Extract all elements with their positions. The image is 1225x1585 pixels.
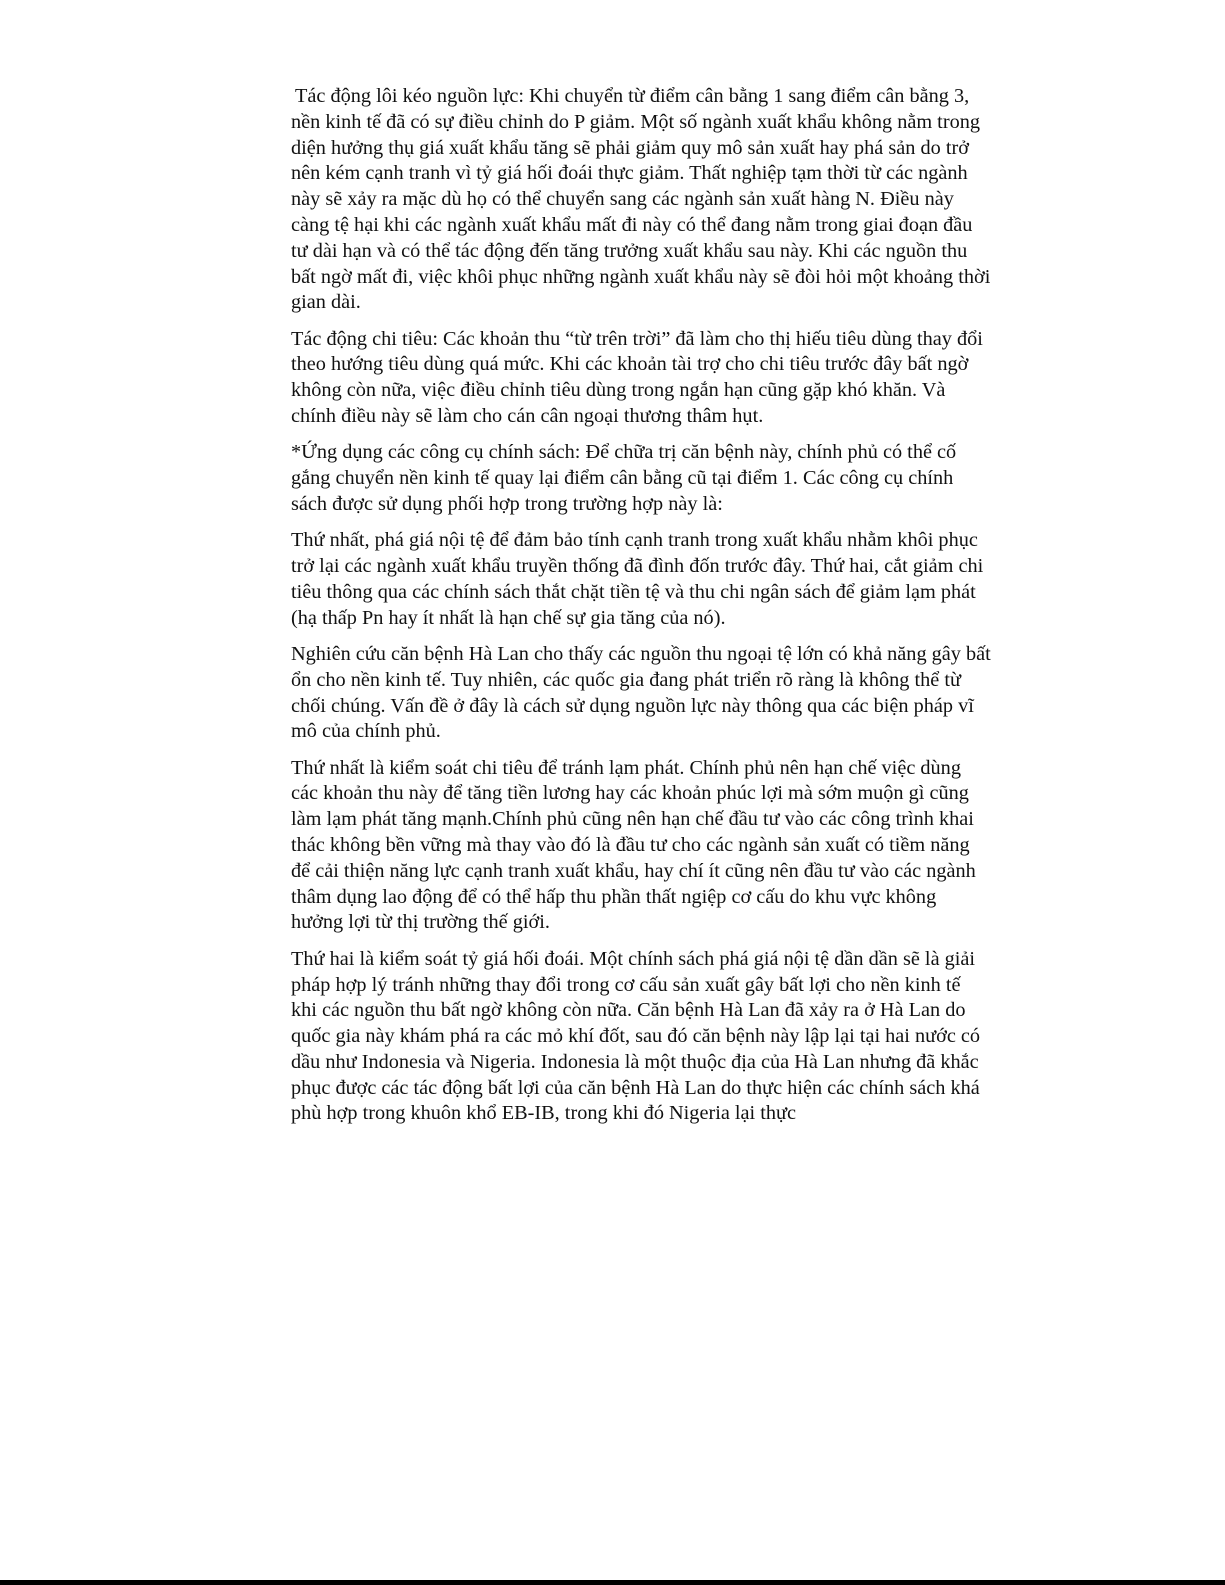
paragraph-exchange-rate-control: Thứ hai là kiểm soát tỷ giá hối đoái. Một chính sách phá giá nội tệ dần dần sẽ là giải pháp hợp lý tránh những thay đổi trong cơ cấu sản xuất gây bất lợi cho nền kinh tế khi các nguồn thu bất ngờ không còn nữa. Căn bệnh Hà Lan đã xảy ra ở Hà Lan do quốc gia này khám phá ra các mỏ khí đốt, sau đó căn bệnh này lập lại tại hai nước có dầu như Indonesia và Nigeria. Indonesia là một thuộc địa của Hà Lan nhưng đã khắc phục được các tác động bất lợi của căn bệnh Hà Lan do thực hiện các chính sách khá phù hợp trong khuôn khổ EB-IB, trong khi đó Nigeria lại thực [291,947,981,1125]
paragraph-spending-effect: Tác động chi tiêu: Các khoản thu “từ trên trời” đã làm cho thị hiếu tiêu dùng thay đổi theo hướng tiêu dùng quá mức. Khi các khoản tài trợ cho chi tiêu trước đây bất ngờ không còn nữa, việc điều chỉnh tiêu dùng trong ngắn hạn cũng gặp khó khăn. Và chính điều này sẽ làm cho cán cân ngoại thương thâm hụt. [291,327,983,428]
paragraph-spending-control: Thứ nhất là kiểm soát chi tiêu để tránh lạm phát. Chính phủ nên hạn chế việc dùng các khoản thu này để tăng tiền lương hay các khoản phúc lợi mà sớm muộn gì cũng làm lạm phát tăng mạnh.Chính phủ cũng nên hạn chế đầu tư vào các công trình khai thác không bền vững mà thay vào đó là đầu tư cho các ngành sản xuất có tiềm năng để cải thiện năng lực cạnh tranh xuất khẩu, hay chí ít cũng nên đầu tư vào các ngành thâm dụng lao động để có thể hấp thu phần thất ngiệp cơ cấu do khu vực không hưởng lợi từ thị trường thế giới. [291,756,976,934]
document-body [291,84,991,1138]
paragraph-first-second-measures: Thứ nhất, phá giá nội tệ để đảm bảo tính cạnh tranh trong xuất khẩu nhằm khôi phục trở lại các ngành xuất khẩu truyền thống đã đình đốn trước đây. Thứ hai, cắt giảm chi tiêu thông qua các chính sách thắt chặt tiền tệ và thu chi ngân sách để giảm lạm phát (hạ thấp Pn hay ít nhất là hạn chế sự gia tăng của nó). [291,529,984,629]
page-bottom-border [0,1580,1225,1585]
paragraph-dutch-disease-research: Nghiên cứu căn bệnh Hà Lan cho thấy các nguồn thu ngoại tệ lớn có khả năng gây bất ổn cho nền kinh tế. Tuy nhiên, các quốc gia đang phát triển rõ ràng là không thể từ chối chúng. Vấn đề ở đây là cách sử dụng nguồn lực này thông qua các biện pháp vĩ mô của chính phủ. [291,642,991,743]
paragraph-policy-tools: *Ứng dụng các công cụ chính sách: Để chữa trị căn bệnh này, chính phủ có thể cố gắng chuyển nền kinh tế quay lại điểm cân bằng cũ tại điểm 1. Các công cụ chính sách được sử dụng phối hợp trong trường hợp này là: [291,441,957,515]
paragraph-resource-movement-effect: Tác động lôi kéo nguồn lực: Khi chuyển từ điểm cân bằng 1 sang điểm cân bằng 3, nền kinh tế đã có sự điều chỉnh do P giảm. Một số ngành xuất khẩu không nằm trong diện hưởng thụ giá xuất khẩu tăng sẽ phải giảm quy mô sản xuất hay phá sản do trở nên kém cạnh tranh vì tỷ giá hối đoái thực giảm. Thất nghiệp tạm thời từ các ngành này sẽ xảy ra mặc dù họ có thể chuyển sang các ngành sản xuất hàng N. Điều này càng tệ hại khi các ngành xuất khẩu mất đi này có thể đang nằm trong giai đoạn đầu tư dài hạn và có thể tác động đến tăng trưởng xuất khẩu sau này. Khi các nguồn thu bất ngờ mất đi, việc khôi phục những ngành xuất khẩu này sẽ đòi hỏi một khoảng thời gian dài. [291,85,991,314]
